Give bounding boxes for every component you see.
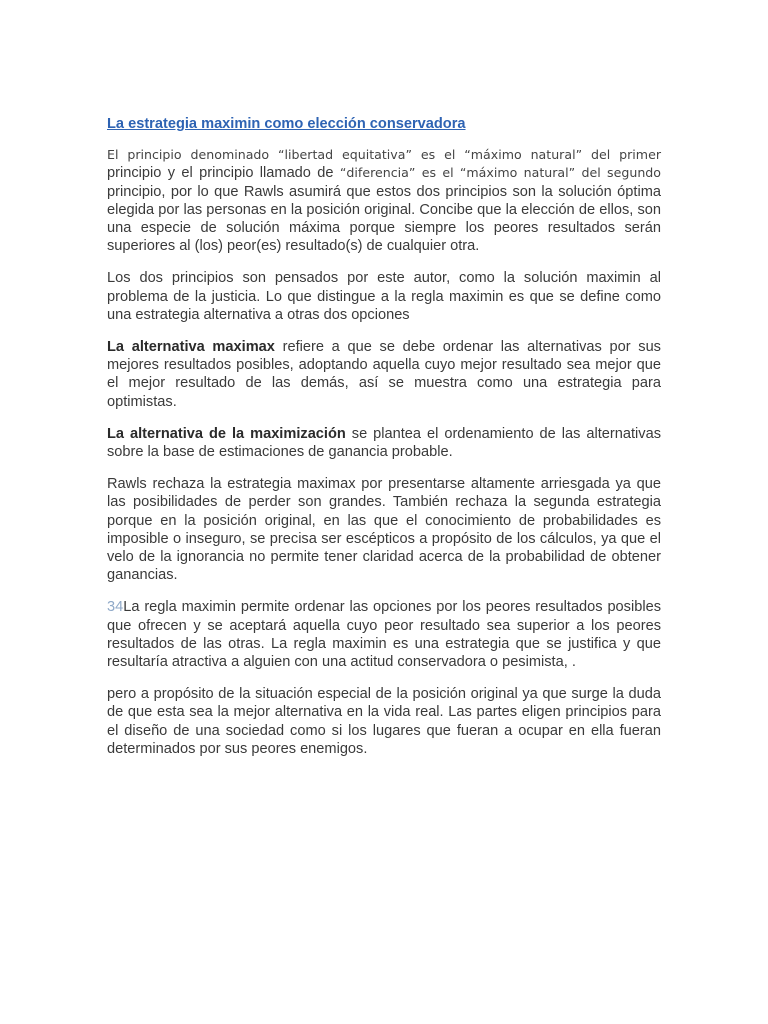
section-heading: La estrategia maximin como elección conservadora [107, 116, 466, 132]
paragraph-maximax-text: refiere a que se debe ordenar las alternativas por sus mejores resultados posibles, adoptando aquella cuyo mejor resultado sea mejor que el mejor resultado de las demás, así se muestra como una estrategia para optimistas. [107, 339, 661, 410]
term-maximax: La alternativa maximax [107, 339, 275, 356]
paragraph-regla-maximin-text: La regla maximin permite ordenar las opciones por los peores resultados posibles que ofrecen y se aceptará aquella cuyo peor resultado sea superior a los peores resultados de las otras. La regla maximin es una estrategia que se justifica y que resultaría atractiva a alguien con una actitud conservadora o pesimista, . [107, 599, 661, 671]
paragraph-rawls-rechaza: Rawls rechaza la estrategia maximax por presentarse altamente arriesgada ya que las posibilidades de perder son grandes. También rechaza la segunda estrategia porque en la posición original, en las que el conocimiento de probabilidades es imposible o inseguro, se precisa ser escépticos a propósito de los cálculos, ya que el velo de la ignorancia no permite tener claridad acerca de la probabilidad de obtener ganancias. [107, 476, 661, 584]
paragraph-libertad-equitativa [107, 146, 661, 255]
paragraph-alternativa-maximizacion [107, 425, 661, 461]
paragraph-regla-maximin [107, 598, 661, 671]
footnote-number: 34 [107, 599, 124, 616]
paragraph-light-text-b: “diferencia” es el “máximo natural” del segundo [339, 165, 661, 181]
paragraph-alternativa-maximax [107, 338, 661, 411]
document-page [107, 115, 661, 772]
paragraph-solucion-maximin: Los dos principios son pensados por este autor, como la solución maximin al problema de la justicia. Lo que distingue a la regla maximin es que se define como una estrategia alternativa a otras dos opciones [107, 270, 661, 323]
paragraph-light-text-a: El principio denominado “libertad equitativa” es el “máximo natural” del primer [107, 147, 661, 163]
paragraph-normal-text-a: principio y el principio llamado de [107, 165, 340, 182]
paragraph-posicion-original: pero a propósito de la situación especial de la posición original ya que surge la duda de que esta sea la mejor alternativa en la vida real. Las partes eligen principios para el diseño de una sociedad como si los lugares que fueran a ocupar en ella fueran determinados por sus peores enemigos. [107, 686, 661, 757]
paragraph-normal-text-b: principio, por lo que Rawls asumirá que estos dos principios son la solución óptima elegida por las personas en la posición original. Concibe que la elección de ellos, son una especie de solución máxima porque siempre los peores resultados serán superiores al (los) peor(es) resultado(s) de cualquier otra. [107, 183, 661, 255]
term-maximizacion: La alternativa de la maximización [107, 425, 346, 442]
paragraph-maximizacion-text: se plantea el ordenamiento de las alternativas sobre la base de estimaciones de ganancia probable. [107, 425, 661, 461]
